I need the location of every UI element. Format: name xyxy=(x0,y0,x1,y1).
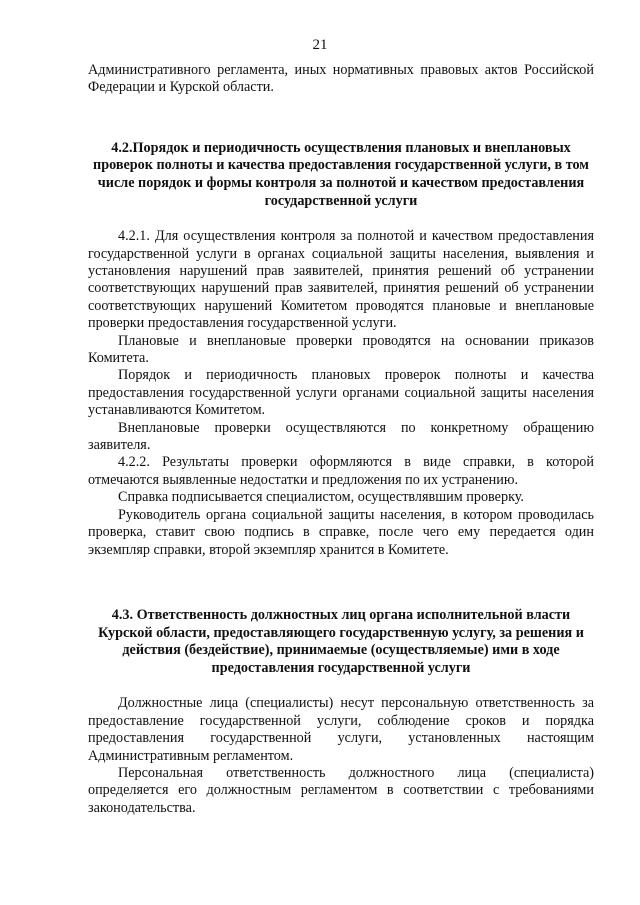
paragraph-unscheduled-inspections: Внеплановые проверки осуществляются по конкретному обращению заявителя. xyxy=(88,419,594,454)
paragraph-inspection-basis: Плановые и внеплановые проверки проводятся на основании приказов Комитета. xyxy=(88,332,594,367)
section-4-3-body xyxy=(88,695,594,817)
paragraph-inspection-order: Порядок и периодичность плановых проверок полноты и качества предоставления государственной услуги органами социальной защиты населения устанавливаются Комитетом. xyxy=(88,367,594,419)
paragraph-4-2-2: 4.2.2. Результаты проверки оформляются в виде справки, в которой отмечаются выявленные недостатки и предложения по их устранению. xyxy=(88,454,594,488)
paragraph-personal-responsibility: Должностные лица (специалисты) несут персональную ответственность за предоставление государственной услуги, соблюдение сроков и порядка предоставления государственной услуги, установленных настоящим Административным регламентом. xyxy=(88,695,594,764)
section-4-2-heading: 4.2.Порядок и периодичность осуществления плановых и внеплановых проверок полноты и качества предоставления государственной услуги, в том числе порядок и формы контроля за полнотой и качеством предоставления государственной услуги xyxy=(93,139,589,209)
page-body xyxy=(88,62,594,817)
paragraph-4-2-1: 4.2.1. Для осуществления контроля за полнотой и качеством предоставления государственной услуги в органах социальной защиты населения, выявления и установления нарушений прав заявителей, принятия решений об устранении соответствующих нарушений прав заявителей, принятия решений об устранении соответствующих нарушений Комитетом проводятся плановые и внеплановые проверки предоставления государственной услуги. xyxy=(88,228,594,332)
paragraph-head-signature: Руководитель органа социальной защиты населения, в котором проводилась проверка, ставит свою подпись в справке, после чего ему передается один экземпляр справки, второй экземпляр хранится в Комитете. xyxy=(88,506,594,558)
paragraph-certificate-signing: Справка подписывается специалистом, осуществлявшим проверку. xyxy=(118,489,524,506)
paragraph-job-regulations: Персональная ответственность должностного лица (специалиста) определяется его должностным регламентом в соответствии с требованиями законодательства. xyxy=(88,764,594,816)
page-number: 21 xyxy=(312,37,328,53)
intro-paragraph: Административного регламента, иных нормативных правовых актов Российской Федерации и Курской области. xyxy=(88,62,594,96)
section-4-2-body xyxy=(88,228,594,559)
section-4-3-heading: 4.3. Ответственность должностных лиц органа исполнительной власти Курской области, предоставляющего государственную услугу, за решения и действия (бездействие), принимаемые (осуществляемые) ими в ходе предоставления государственной услуги xyxy=(98,606,584,676)
